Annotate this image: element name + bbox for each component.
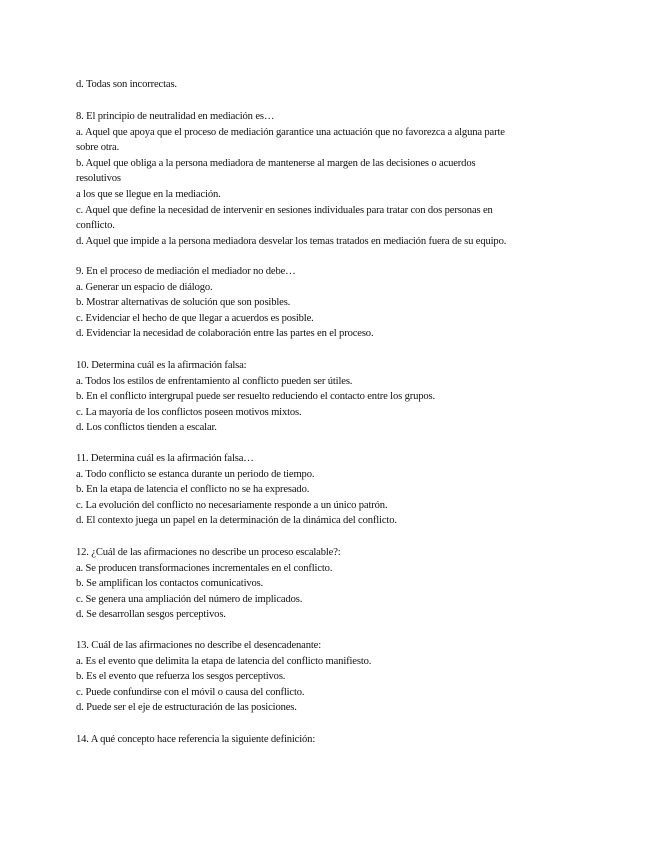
- option-line: a. Todo conflicto se estanca durante un periodo de tiempo.: [76, 468, 315, 480]
- option-line: a. Todos los estilos de enfrentamiento al conflicto pueden ser útiles.: [76, 375, 353, 387]
- question-title: 13. Cuál de las afirmaciones no describe el desencadenante:: [76, 640, 322, 651]
- option-line: b. Se amplifican los contactos comunicativos.: [76, 578, 264, 590]
- question-title: 10. Determina cuál es la afirmación falsa:: [76, 360, 247, 371]
- option-line: d. Los conflictos tienden a escalar.: [76, 422, 217, 434]
- option-line: c. Se genera una ampliación del número de implicados.: [76, 593, 303, 605]
- option-line: c. La evolución del conflicto no necesariamente responde a un único patrón.: [76, 499, 388, 511]
- question-14: [76, 732, 581, 748]
- option-line: resolutivos: [76, 173, 121, 185]
- question-11: [76, 451, 581, 529]
- option-line: a. Es el evento que delimita la etapa de latencia del conflicto manifiesto.: [76, 655, 372, 667]
- question-title: 9. En el proceso de mediación el mediador no debe…: [76, 266, 296, 277]
- option-line: d. El contexto juega un papel en la determinación de la dinámica del conflicto.: [76, 515, 397, 527]
- option-line: sobre otra.: [76, 142, 120, 154]
- question-8: [76, 109, 581, 249]
- intro-block: [76, 77, 581, 93]
- option-line: a. Aquel que apoya que el proceso de mediación garantice una actuación que no favorezca a alguna parte: [76, 126, 505, 138]
- intro-line: d. Todas son incorrectas.: [76, 79, 177, 90]
- question-title: 8. El principio de neutralidad en mediación es…: [76, 111, 275, 122]
- question-10: [76, 358, 581, 436]
- option-line: c. Aquel que define la necesidad de intervenir en sesiones individuales para tratar con dos personas en: [76, 204, 493, 216]
- option-line: c. Evidenciar el hecho de que llegar a acuerdos es posible.: [76, 312, 314, 324]
- option-line: d. Se desarrollan sesgos perceptivos.: [76, 609, 226, 621]
- question-title: 12. ¿Cuál de las afirmaciones no describe un proceso escalable?:: [76, 547, 341, 558]
- option-line: conflicto.: [76, 220, 115, 232]
- option-line: b. Mostrar alternativas de solución que son posibles.: [76, 297, 291, 309]
- option-line: d. Aquel que impide a la persona mediadora desvelar los temas tratados en mediación fuera de su equipo.: [76, 235, 507, 247]
- option-line: b. En el conflicto intergrupal puede ser resuelto reduciendo el contacto entre los grupos.: [76, 391, 436, 403]
- option-line: b. Es el evento que refuerza los sesgos perceptivos.: [76, 671, 286, 683]
- option-line: a. Se producen transformaciones incrementales en el conflicto.: [76, 562, 333, 574]
- option-line: c. La mayoría de los conflictos poseen motivos mixtos.: [76, 406, 302, 418]
- question-title: 14. A qué concepto hace referencia la siguiente definición:: [76, 734, 316, 745]
- question-12: [76, 545, 581, 623]
- option-line: a. Generar un espacio de diálogo.: [76, 281, 213, 293]
- option-line: d. Puede ser el eje de estructuración de las posiciones.: [76, 702, 297, 714]
- option-line: b. En la etapa de latencia el conflicto no se ha expresado.: [76, 484, 310, 496]
- question-9: [76, 264, 581, 342]
- option-line: b. Aquel que obliga a la persona mediadora de mantenerse al margen de las decisiones o acuerdos: [76, 157, 476, 169]
- option-line: c. Puede confundirse con el móvil o causa del conflicto.: [76, 686, 305, 698]
- option-line: a los que se llegue en la mediación.: [76, 188, 221, 200]
- option-line: d. Evidenciar la necesidad de colaboración entre las partes en el proceso.: [76, 328, 374, 340]
- question-13: [76, 638, 581, 716]
- question-title: 11. Determina cuál es la afirmación falsa…: [76, 453, 254, 464]
